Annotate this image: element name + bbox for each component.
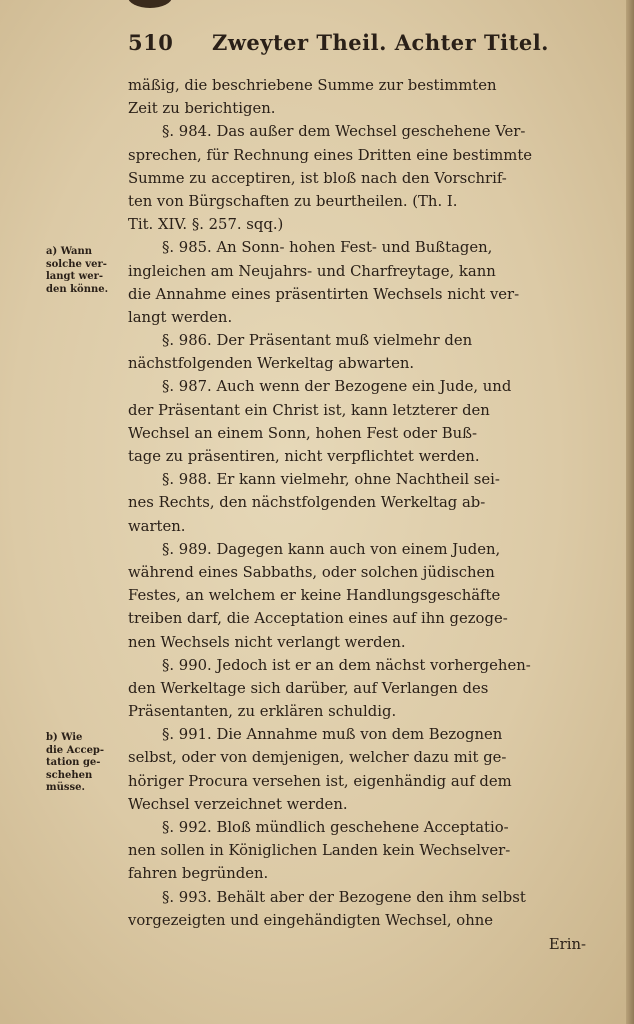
text-line: Wechsel verzeichnet werden. [128, 795, 348, 813]
text-line: §. 984. Das außer dem Wechsel geschehene Ver- [162, 123, 526, 141]
text-line: höriger Procura versehen ist, eigenhändig auf dem [128, 772, 512, 790]
text-line: den Werkeltage sich darüber, auf Verlangen des [128, 679, 489, 697]
text-line: Tit. XIV. §. 257. sqq.) [128, 216, 284, 234]
text-line: nes Rechts, den nächstfolgenden Werkeltag ab- [128, 494, 486, 512]
margin-note-a [46, 246, 122, 296]
text-line: nächstfolgenden Werkeltag abwarten. [128, 355, 415, 373]
ink-stain [128, 0, 172, 8]
text-line: Präsentanten, zu erklären schuldig. [128, 703, 397, 721]
text-line: §. 990. Jedoch ist er an dem nächst vorhergehen- [162, 656, 531, 674]
text-line: nen Wechsels nicht verlangt werden. [128, 633, 406, 651]
running-head: Zweyter Theil. Achter Titel. [212, 30, 549, 55]
text-line: §. 992. Bloß mündlich geschehene Acceptatio- [162, 819, 509, 836]
text-line: langt werden. [128, 308, 233, 326]
margin-note-line: langt wer- [46, 271, 104, 282]
text-line: §. 986. Der Präsentant muß vielmehr den [162, 332, 473, 350]
text-line: Summe zu acceptiren, ist bloß nach den Vorschrif- [128, 169, 507, 187]
text-line: während eines Sabbaths, oder solchen jüdischen [128, 563, 495, 581]
text-line: der Präsentant ein Christ ist, kann letzterer den [128, 401, 490, 419]
page-header [128, 30, 588, 62]
body-text [128, 74, 588, 932]
margin-note-line: die Accep- [46, 744, 105, 756]
text-line: sprechen, für Rechnung eines Dritten eine bestimmte [128, 146, 533, 164]
text-line: Zeit zu berichtigen. [128, 100, 276, 118]
page-number: 510 [128, 30, 174, 55]
margin-note-line: a) Wann [46, 246, 93, 257]
text-line: vorgezeigten und eingehändigten Wechsel, ohne [128, 911, 494, 929]
text-line: die Annahme eines präsentirten Wechsels nicht ver- [128, 285, 520, 303]
text-line: §. 991. Die Annahme muß von dem Bezognen [162, 726, 503, 744]
text-line: Festes, an welchem er keine Handlungsgeschäfte [128, 587, 501, 605]
margin-note-line: b) Wie [46, 732, 83, 743]
margin-note-line: solche ver- [46, 258, 107, 270]
text-line: mäßig, die beschriebene Summe zur bestimmten [128, 77, 497, 94]
text-line: §. 988. Er kann vielmehr, ohne Nachtheil sei- [162, 471, 500, 489]
text-line: fahren begründen. [128, 865, 269, 883]
catchword: Erin- [548, 936, 586, 953]
text-line: warten. [128, 517, 186, 535]
page-edge [626, 0, 634, 1024]
text-line: tage zu präsentiren, nicht verpflichtet werden. [128, 448, 480, 465]
text-line: treiben darf, die Acceptation eines auf ihn gezoge- [128, 610, 508, 628]
text-line: §. 989. Dagegen kann auch von einem Juden, [162, 540, 501, 558]
margin-note-line: tation ge- [46, 757, 101, 768]
margin-note-line: müsse. [46, 782, 85, 793]
text-line: §. 985. An Sonn- hohen Fest- und Bußtagen, [162, 239, 493, 257]
text-line: Wechsel an einem Sonn, hohen Fest oder Buß- [128, 424, 478, 442]
text-line: ten von Bürgschaften zu beurtheilen. (Th. I. [128, 192, 458, 210]
text-line: §. 993. Behält aber der Bezogene den ihm selbst [162, 888, 526, 906]
margin-note-b [46, 732, 122, 795]
margin-note-line: schehen [46, 769, 93, 781]
margin-note-line: den könne. [46, 283, 109, 295]
text-line: selbst, oder von demjenigen, welcher dazu mit ge- [128, 749, 507, 767]
text-line: nen sollen in Königlichen Landen kein Wechselver- [128, 842, 511, 860]
text-line: ingleichen am Neujahrs- und Charfreytage, kann [128, 262, 496, 280]
text-line: §. 987. Auch wenn der Bezogene ein Jude, und [162, 378, 512, 396]
